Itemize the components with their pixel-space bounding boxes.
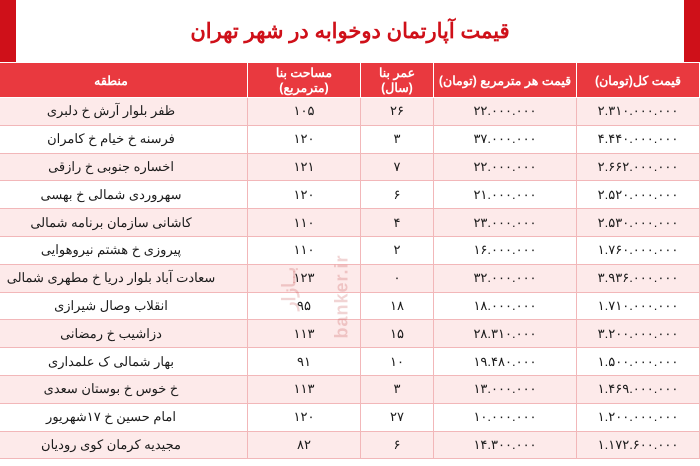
cell-district: ظفر بلوار آرش خ دلبری — [0, 98, 248, 126]
cell-area: ۹۵ — [248, 292, 361, 320]
cell-total-price: ۴.۴۴۰.۰۰۰.۰۰۰ — [577, 125, 700, 153]
title-right-accent — [684, 0, 700, 62]
cell-price-per-meter: ۱۳.۰۰۰.۰۰۰ — [434, 375, 577, 403]
cell-district: کاشانی سازمان برنامه شمالی — [0, 209, 248, 237]
table-row — [0, 209, 700, 237]
cell-total-price: ۱.۴۶۹.۰۰۰.۰۰۰ — [577, 375, 700, 403]
cell-area: ۱۲۰ — [248, 181, 361, 209]
cell-building-age: ۱۸ — [361, 292, 434, 320]
cell-building-age: ۴ — [361, 209, 434, 237]
cell-area: ۹۱ — [248, 348, 361, 376]
cell-area: ۱۱۰ — [248, 209, 361, 237]
cell-district: امام حسین خ ۱۷شهریور — [0, 403, 248, 431]
cell-total-price: ۱.۷۱۰.۰۰۰.۰۰۰ — [577, 292, 700, 320]
cell-district: مجیدیه کرمان کوی رودیان — [0, 431, 248, 459]
cell-district: انقلاب وصال شیرازی — [0, 292, 248, 320]
cell-building-age: ۲ — [361, 236, 434, 264]
column-header-building-age: عمر بنا (سال) — [361, 63, 434, 98]
cell-district: اخساره جنوبی خ رازقی — [0, 153, 248, 181]
table-row — [0, 181, 700, 209]
cell-building-age: ۷ — [361, 153, 434, 181]
cell-price-per-meter: ۳۲.۰۰۰.۰۰۰ — [434, 264, 577, 292]
cell-building-age: ۳ — [361, 375, 434, 403]
title-left-accent — [0, 0, 16, 62]
cell-price-per-meter: ۲۸.۳۱۰.۰۰۰ — [434, 320, 577, 348]
table-row — [0, 292, 700, 320]
cell-price-per-meter: ۳۷.۰۰۰.۰۰۰ — [434, 125, 577, 153]
cell-building-age: ۶ — [361, 431, 434, 459]
cell-building-age: ۰ — [361, 264, 434, 292]
cell-building-age: ۶ — [361, 181, 434, 209]
table-row — [0, 98, 700, 126]
page-title: قیمت آپارتمان دوخوابه در شهر تهران — [190, 19, 510, 43]
cell-district: فرسنه خ خیام خ کامران — [0, 125, 248, 153]
cell-price-per-meter: ۲۲.۰۰۰.۰۰۰ — [434, 98, 577, 126]
cell-area: ۱۱۰ — [248, 236, 361, 264]
table-row — [0, 375, 700, 403]
table-row — [0, 125, 700, 153]
cell-building-age: ۱۰ — [361, 348, 434, 376]
table-row — [0, 320, 700, 348]
cell-district: سعادت آباد بلوار دریا خ مطهری شمالی — [0, 264, 248, 292]
cell-price-per-meter: ۲۱.۰۰۰.۰۰۰ — [434, 181, 577, 209]
table-row — [0, 236, 700, 264]
cell-area: ۱۱۳ — [248, 320, 361, 348]
apartment-price-table — [0, 62, 700, 459]
table-row — [0, 348, 700, 376]
cell-price-per-meter: ۱۸.۰۰۰.۰۰۰ — [434, 292, 577, 320]
cell-price-per-meter: ۱۹.۴۸۰.۰۰۰ — [434, 348, 577, 376]
cell-total-price: ۱.۱۷۲.۶۰۰.۰۰۰ — [577, 431, 700, 459]
cell-area: ۱۲۱ — [248, 153, 361, 181]
column-header-district: منطقه — [0, 63, 248, 98]
cell-district: خ خوس خ بوستان سعدی — [0, 375, 248, 403]
column-header-area: مساحت بنا (مترمربع) — [248, 63, 361, 98]
table-row — [0, 264, 700, 292]
cell-total-price: ۱.۷۶۰.۰۰۰.۰۰۰ — [577, 236, 700, 264]
cell-area: ۱۲۰ — [248, 125, 361, 153]
cell-price-per-meter: ۲۲.۰۰۰.۰۰۰ — [434, 153, 577, 181]
table-row — [0, 403, 700, 431]
cell-area: ۸۲ — [248, 431, 361, 459]
cell-area: ۱۰۵ — [248, 98, 361, 126]
cell-total-price: ۲.۵۳۰.۰۰۰.۰۰۰ — [577, 209, 700, 237]
cell-total-price: ۲.۵۲۰.۰۰۰.۰۰۰ — [577, 181, 700, 209]
cell-total-price: ۳.۲۰۰.۰۰۰.۰۰۰ — [577, 320, 700, 348]
cell-total-price: ۲.۳۱۰.۰۰۰.۰۰۰ — [577, 98, 700, 126]
watermark-text-secondary: banker.ir — [331, 254, 352, 339]
cell-district: پیروزی خ هشتم نیروهوایی — [0, 236, 248, 264]
cell-area: ۱۲۳ — [248, 264, 361, 292]
table-row — [0, 431, 700, 459]
cell-area: ۱۲۰ — [248, 403, 361, 431]
cell-building-age: ۳ — [361, 125, 434, 153]
cell-total-price: ۱.۲۰۰.۰۰۰.۰۰۰ — [577, 403, 700, 431]
cell-total-price: ۳.۹۳۶.۰۰۰.۰۰۰ — [577, 264, 700, 292]
column-header-price-per-meter: قیمت هر مترمربع (تومان) — [434, 63, 577, 98]
title-band — [0, 0, 700, 62]
cell-building-age: ۲۷ — [361, 403, 434, 431]
cell-district: بهار شمالی ک علمداری — [0, 348, 248, 376]
cell-price-per-meter: ۱۴.۳۰۰.۰۰۰ — [434, 431, 577, 459]
cell-district: سهروردی شمالی خ بهسی — [0, 181, 248, 209]
table-header-row — [0, 63, 700, 98]
cell-price-per-meter: ۱۶.۰۰۰.۰۰۰ — [434, 236, 577, 264]
cell-total-price: ۱.۵۰۰.۰۰۰.۰۰۰ — [577, 348, 700, 376]
table-header — [0, 63, 700, 98]
cell-area: ۱۱۳ — [248, 375, 361, 403]
table-row — [0, 153, 700, 181]
cell-district: دزاشیب خ رمضانی — [0, 320, 248, 348]
watermark-text-primary: بــازار — [279, 266, 300, 311]
cell-building-age: ۲۶ — [361, 98, 434, 126]
cell-price-per-meter: ۲۳.۰۰۰.۰۰۰ — [434, 209, 577, 237]
column-header-total-price: قیمت کل(تومان) — [577, 63, 700, 98]
cell-price-per-meter: ۱۰.۰۰۰.۰۰۰ — [434, 403, 577, 431]
cell-total-price: ۲.۶۶۲.۰۰۰.۰۰۰ — [577, 153, 700, 181]
table-body — [0, 98, 700, 459]
cell-building-age: ۱۵ — [361, 320, 434, 348]
